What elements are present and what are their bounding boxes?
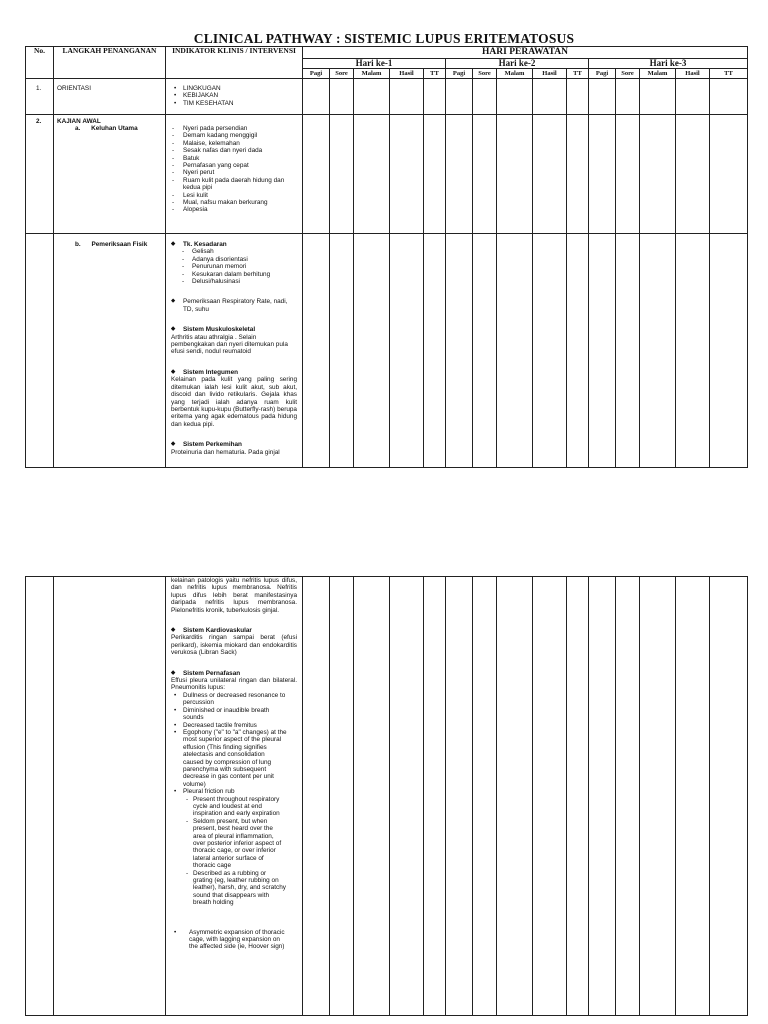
- subcol-malam: Malam: [354, 69, 390, 79]
- schedule-cell: [446, 79, 473, 115]
- row-number: 1.: [26, 79, 54, 115]
- schedule-cell: [616, 234, 640, 468]
- schedule-cell: [533, 115, 567, 234]
- list-item: - Delusi/halusinasi: [171, 278, 297, 285]
- col-no: No.: [26, 47, 54, 79]
- list-item: • LINGKUGAN: [171, 85, 297, 92]
- subcol-tt: TT: [567, 69, 589, 79]
- list-item: - Ruam kulit pada daerah hidung dan kedua pipi: [171, 177, 297, 192]
- substep-letter: b.: [75, 241, 81, 248]
- perkemihan-heading: ◆ Sistem Perkemihan: [171, 441, 297, 448]
- schedule-cell: [446, 115, 473, 234]
- schedule-cell: [640, 234, 676, 468]
- list-item: - Seldom present, but when present, best heard over the area of pleural inflammation, over posterior inferior aspect of thoracic cage, or over inferior lateral anterior surface of thoracic cage: [181, 818, 287, 870]
- schedule-cell: [640, 577, 676, 1016]
- list-item: - Mual, nafsu makan berkurang: [171, 199, 297, 206]
- keluhan-list: [171, 125, 297, 214]
- schedule-cell: [303, 577, 330, 1016]
- schedule-cell: [616, 577, 640, 1016]
- layout-wrapper: [171, 235, 297, 465]
- schedule-cell: [390, 234, 424, 468]
- indicator-cell: [166, 79, 303, 115]
- indicator-cell: [166, 115, 303, 234]
- schedule-cell: [26, 234, 54, 468]
- schedule-cell: [330, 115, 354, 234]
- schedule-cell: [567, 115, 589, 234]
- schedule-cell: [54, 577, 166, 1016]
- step-cell: [54, 115, 166, 234]
- schedule-cell: [446, 234, 473, 468]
- step-cell: [54, 234, 166, 468]
- schedule-cell: [589, 577, 616, 1016]
- schedule-cell: [533, 577, 567, 1016]
- schedule-cell: [390, 577, 424, 1016]
- schedule-cell: [497, 234, 533, 468]
- subcol-malam: Malam: [497, 69, 533, 79]
- table-row: [26, 79, 748, 115]
- kesadaran-list: [171, 248, 297, 285]
- list-item: • Dullness or decreased resonance to percussion: [171, 692, 287, 707]
- list-item: - Present throughout respiratory cycle and loudest at end inspiration and early expiration: [181, 796, 287, 818]
- schedule-cell: [424, 79, 446, 115]
- kardiovaskular-heading: ◆ Sistem Kardiovaskular: [171, 627, 297, 634]
- schedule-cell: [676, 79, 710, 115]
- schedule-cell: [710, 234, 748, 468]
- schedule-cell: [497, 577, 533, 1016]
- step-label: KAJIAN AWAL: [57, 118, 101, 125]
- schedule-cell: [354, 79, 390, 115]
- integumen-heading: ◆ Sistem Integumen: [171, 369, 297, 376]
- schedule-cell: [330, 577, 354, 1016]
- schedule-cell: [567, 577, 589, 1016]
- subcol-sore: Sore: [616, 69, 640, 79]
- schedule-cell: [589, 234, 616, 468]
- subcol-tt: TT: [424, 69, 446, 79]
- schedule-cell: [424, 577, 446, 1016]
- subcol-sore: Sore: [330, 69, 354, 79]
- list-item: • Decreased tactile fremitus: [171, 722, 287, 729]
- integumen-text: Kelainan pada kulit yang paling sering ditemukan ialah lesi kulit akut, sub akut, discoid dan livido retikularis. Gejala khas yang terjadi ialah adanya ruam kulit berbentuk kupu-kupu (Butterfly-rash) berupa eritema yang agak edematous pada hidung dan kedua pipi.: [171, 376, 297, 428]
- muskuloskeletal-text: Arthritis atau athralgia . Selain pembengkakan dan nyeri ditemukan pula efusi sendi, nodul reumatoid: [171, 333, 288, 356]
- list-item: - Nyeri perut: [171, 169, 297, 176]
- schedule-cell: [640, 79, 676, 115]
- schedule-cell: [533, 234, 567, 468]
- schedule-cell: [616, 79, 640, 115]
- schedule-cell: [424, 234, 446, 468]
- col-day-3: Hari ke-3: [589, 59, 748, 69]
- list-item: - Kesukaran dalam berhitung: [171, 271, 297, 278]
- schedule-cell: [473, 577, 497, 1016]
- list-item: - Described as a rubbing or grating (eg, leather rubbing on leather), harsh, dry, and scratchy sound that disappears with breath holding: [181, 870, 287, 907]
- schedule-cell: [354, 577, 390, 1016]
- schedule-cell: [473, 115, 497, 234]
- list-item: - Batuk: [171, 155, 297, 162]
- page-title: CLINICAL PATHWAY : SISTEMIC LUPUS ERITEMATOSUS: [193, 31, 575, 46]
- schedule-cell: [303, 79, 330, 115]
- schedule-cell: [354, 115, 390, 234]
- substep-heading: [57, 241, 162, 248]
- substep-letter: a.: [75, 125, 81, 133]
- schedule-cell: [473, 79, 497, 115]
- subcol-hasil: Hasil: [390, 69, 424, 79]
- list-item: - Sesak nafas dan nyeri dada: [171, 147, 297, 154]
- muskuloskeletal-heading: ◆ Sistem Muskuloskeletal: [171, 326, 297, 333]
- list-item: • Asymmetric expansion of thoracic cage, with lagging expansion on the affected side (ie, Hoover sign): [171, 929, 285, 951]
- list-item: • Egophony ("e" to "a" changes) at the most superior aspect of the pleural effusion (This finding signifies atelectasis and consolidation caused by compression of lung parenchyma with subsequent decrease in gas content per unit volume): [171, 729, 287, 788]
- schedule-cell: [589, 115, 616, 234]
- schedule-cell: [330, 234, 354, 468]
- schedule-cell: [640, 115, 676, 234]
- pernafasan-list: [171, 692, 297, 796]
- col-day-1: Hari ke-1: [303, 59, 446, 69]
- substep-heading: [57, 125, 162, 132]
- subcol-hasil: Hasil: [676, 69, 710, 79]
- schedule-cell: [497, 115, 533, 234]
- list-item: - Adanya disorientasi: [171, 256, 297, 263]
- indicator-cell: [166, 234, 303, 468]
- list-item: - Demam kadang menggigil: [171, 132, 297, 139]
- schedule-cell: [533, 79, 567, 115]
- substep-title: Pemeriksaan Fisik: [91, 241, 148, 248]
- substep-title: Keluhan Utama: [91, 125, 138, 133]
- indicator-cell: [166, 577, 303, 1016]
- kesadaran-heading: ◆ Tk. Kesadaran: [171, 241, 297, 248]
- schedule-cell: [424, 115, 446, 234]
- list-item: - Gelisah: [171, 248, 297, 255]
- schedule-cell: [390, 79, 424, 115]
- clinical-pathway-table: [25, 46, 748, 468]
- schedule-cell: [567, 79, 589, 115]
- schedule-cell: [710, 577, 748, 1016]
- orientasi-list: [171, 85, 297, 107]
- schedule-cell: [676, 577, 710, 1016]
- list-item: - Penurunan memori: [171, 263, 297, 270]
- schedule-cell: [567, 234, 589, 468]
- expansion-list: [171, 929, 297, 951]
- subcol-pagi: Pagi: [589, 69, 616, 79]
- schedule-cell: [676, 234, 710, 468]
- table-row: [26, 115, 748, 234]
- schedule-cell: [303, 234, 330, 468]
- schedule-cell: [473, 234, 497, 468]
- schedule-cell: [26, 577, 54, 1016]
- clinical-pathway-table-continued: [25, 576, 748, 1016]
- list-item: - Lesi kulit: [171, 192, 297, 199]
- schedule-cell: [710, 115, 748, 234]
- schedule-cell: [676, 115, 710, 234]
- perkemihan-text-continued: kelainan patologis yaitu nefritis lupus difus, dan nefritis lupus membranosa. Nefritis lupus difus lebih berat manifestasinya daripada nefritis lupus membranosa. Pielonefritis kronik, tuberkulosis ginjal.: [171, 577, 297, 614]
- step-label: ORIENTASI: [54, 79, 166, 115]
- list-item: - Malaise, kelemahan: [171, 140, 297, 147]
- col-langkah: LANGKAH PENANGANAN: [54, 47, 166, 79]
- table-row: [26, 234, 748, 468]
- col-hari-perawatan: HARI PERAWATAN: [303, 47, 748, 59]
- pemeriksaan-text: ◆ Pemeriksaan Respiratory Rate, nadi, TD, suhu: [171, 298, 297, 313]
- list-item: • Diminished or inaudible breath sounds: [171, 707, 287, 722]
- schedule-cell: [390, 115, 424, 234]
- table-row: [26, 577, 748, 1016]
- list-item: - Nyeri pada persendian: [171, 125, 297, 132]
- schedule-cell: [616, 115, 640, 234]
- col-day-2: Hari ke-2: [446, 59, 589, 69]
- subcol-tt: TT: [710, 69, 748, 79]
- row-number: 2.: [26, 115, 54, 234]
- schedule-cell: [710, 79, 748, 115]
- subcol-pagi: Pagi: [446, 69, 473, 79]
- schedule-cell: [497, 79, 533, 115]
- schedule-cell: [354, 234, 390, 468]
- schedule-cell: [330, 79, 354, 115]
- schedule-cell: [589, 79, 616, 115]
- list-item: • KEBIJAKAN: [171, 92, 297, 99]
- subcol-malam: Malam: [640, 69, 676, 79]
- subcol-sore: Sore: [473, 69, 497, 79]
- list-item: - Alopesia: [171, 206, 297, 213]
- perkemihan-text: Proteinuria dan hematuria. Pada ginjal: [171, 448, 280, 456]
- schedule-cell: [446, 577, 473, 1016]
- subcol-hasil: Hasil: [533, 69, 567, 79]
- subcol-pagi: Pagi: [303, 69, 330, 79]
- list-item: • Pleural friction rub: [171, 788, 287, 795]
- friction-rub-list: [171, 796, 297, 907]
- pernafasan-heading: ◆ Sistem Pernafasan: [171, 670, 297, 677]
- schedule-cell: [303, 115, 330, 234]
- kardiovaskular-text: Perikarditis ringan sampai berat (efusi perikard), iskemia miokard dan endokarditis verukosa (Libran Sack): [171, 634, 297, 657]
- pernafasan-text: Effusi pleura unilateral ringan dan bilateral. Pneumonitis lupus:: [171, 677, 297, 692]
- list-item: - Pernafasan yang cepat: [171, 162, 297, 169]
- list-item: • TIM KESEHATAN: [171, 100, 297, 107]
- col-indikator: INDIKATOR KLINIS / INTERVENSI: [166, 47, 303, 79]
